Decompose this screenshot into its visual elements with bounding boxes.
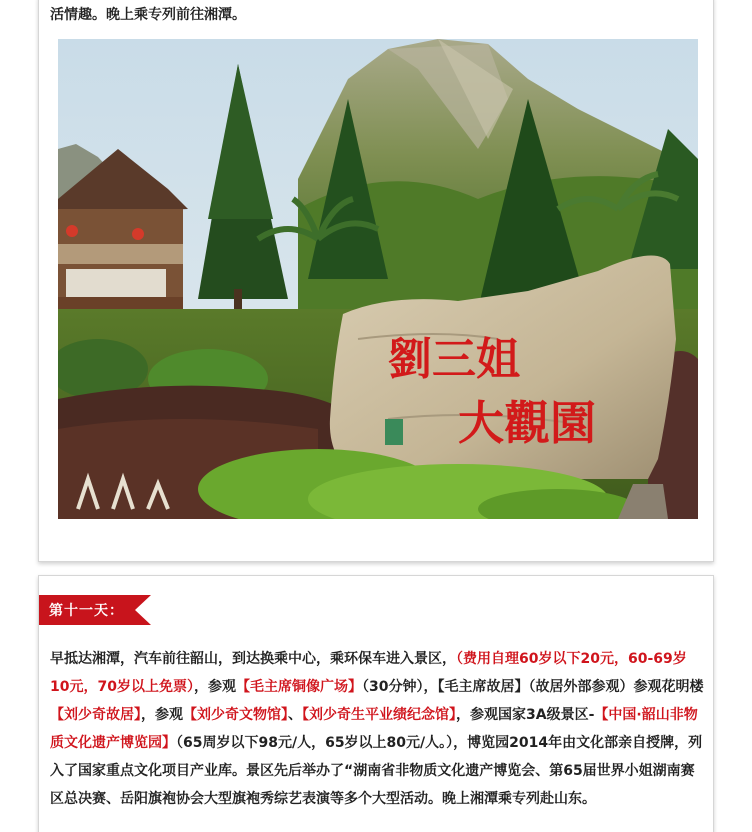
highlight-text: 【毛主席铜像广场】 <box>235 679 362 695</box>
highlight-text: 【刘少奇生平业绩纪念馆】 <box>302 707 456 723</box>
description-text: （65周岁以下98元/人，65岁以上80元/人。），博览园2014年由文化部亲自授牌，列入了国家重点文化项目产业库。景区先后举办了“湖南省非物质文化遗产博览会、第65届世界小姐湖南赛区总决赛、岳阳旗袍协会大型旗袍秀综艺表演等多个大型活动。晚上湘潭乘专列赴山东。 <box>50 735 703 807</box>
highlight-text: 【刘少奇文物馆】 <box>183 707 288 723</box>
description-text: （30分钟），【毛主席故居】（故居外部参观）参观花明楼 <box>361 679 704 695</box>
stone-text-line1: 劉三姐 <box>388 334 520 385</box>
description-text: 早抵达湘潭，汽车前往韶山，到达换乘中心，乘环保车进入景区， <box>50 651 456 667</box>
description-text: ，参观 <box>141 707 183 723</box>
day-description <box>50 645 706 813</box>
liusanjie-park-photo <box>58 39 698 519</box>
intro-text: 活情趣。晚上乘专列前往湘潭。 <box>50 7 246 23</box>
stone-text-line2: 大觀園 <box>458 396 596 450</box>
description-text: 、 <box>288 707 302 723</box>
day-heading-tag <box>39 595 151 625</box>
highlight-text: 【刘少奇故居】 <box>50 707 141 723</box>
itinerary-card-day10 <box>38 0 714 562</box>
day-label: 第十一天： <box>49 603 124 619</box>
description-text: ，参观 <box>193 679 236 695</box>
highlight-text: 【中国·韶山非物质文化遗产博览园】 <box>50 707 698 751</box>
description-text: ，参观国家3A级景区- <box>456 707 595 723</box>
highlight-text: （费用自理60岁以下20元，60-69岁10元，70岁以上免票） <box>50 651 687 695</box>
itinerary-card-day11 <box>38 575 714 832</box>
